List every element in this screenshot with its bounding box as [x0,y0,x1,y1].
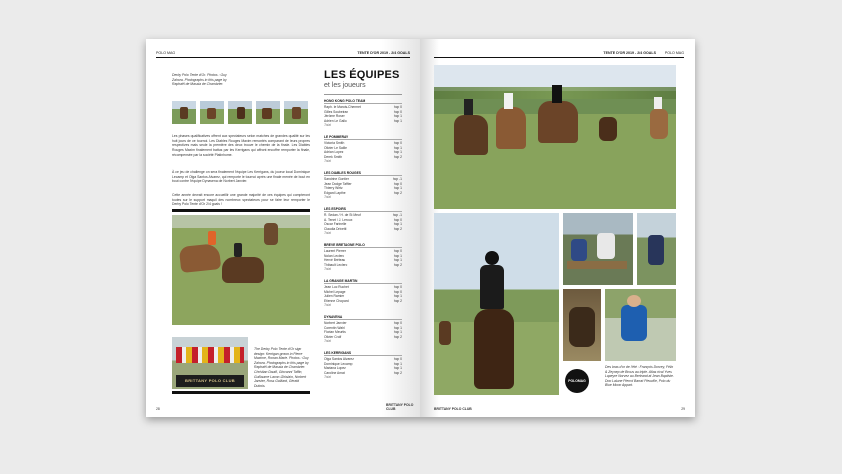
magazine-spread [146,39,695,417]
player-name: Jean Luc Ruchet [324,285,349,290]
player-name: Claudia Drivetti [324,226,347,231]
polomag-logo [565,369,589,393]
polo-match-wide-photo [434,65,676,209]
left-page-number: 28 [156,407,160,411]
player-handicap: hcp 0 [393,141,402,146]
player-name: Oscar Farinelle [324,222,347,227]
player-handicap: hcp 0 [393,109,402,114]
team-name: DYNAVENA [324,315,402,320]
thumbnail-strip [172,101,312,124]
player-handicap: hcp 1 [393,325,402,330]
player-name: Norbert Janvier [324,321,347,326]
thumbnail-1 [172,101,196,124]
team-total: Total [324,375,332,380]
team-block [324,135,402,163]
player-handicap: hcp 1 [393,222,402,227]
team-name: LES ESPOIRS [324,207,402,212]
player-handicap: hcp 0 [393,249,402,254]
right-page-header [434,49,684,58]
body-text-1: Les phases qualificatives offrent aux spectateurs selon matches de grandes qualité sur les huit jours de ce tournoi. Les Diables Rouges Maxim remontés comparant de leurs propres respectives mais seule la première des deux trouve le chemin de la finale. Les Diables Rouges Maxim finalement battus par les Kerrigans qui affront encoffre remporter la finale, récompensée par la société Platinhome. [172,134,310,157]
player-handicap: hcp 0 [393,289,402,294]
player-handicap: hcp 0 [393,357,402,362]
polo-action-photo [172,215,310,325]
player-name: Gilles Soubeiran [324,109,349,114]
thumbnail-2 [200,101,224,124]
team-block [324,207,402,235]
player-handicap: hcp 1 [393,361,402,366]
player-name: Olivier Le Saille [324,145,347,150]
team-total: Total [324,123,332,128]
player-handicap: hcp -1 [392,213,402,218]
player-handicap: hcp 2 [393,370,402,375]
player-name: A. Tenet / J. Leroux [324,217,353,222]
left-footer: BRITTANY POLO CLUB [386,403,414,411]
player-handicap: hcp 2 [393,334,402,339]
player-name: Raph. le Marois-Chermet [324,105,361,110]
player-name: Jérôme Roser [324,114,345,119]
player-name: Florian Meurtis [324,330,346,335]
player-name: Derek Smith [324,154,343,159]
player-name: Olivier Crolf [324,334,342,339]
team-total: Total [324,159,332,164]
player-handicap: hcp 0 [393,105,402,110]
player-name: Olga Santos Alvarez [324,357,354,362]
polo-player-portrait-photo [434,213,559,395]
brittany-polo-banner: BRITTANY POLO CLUB [176,375,244,387]
team-name: BREVE BRETAGNE POLO [324,243,402,248]
spectators-photo-2 [637,213,676,285]
team-name: LA GRANGE MARTIN [324,279,402,284]
player-name: Hervé Bréteau [324,258,346,263]
player-name: Adrien Le Gallo [324,118,347,123]
player-name: R. Sedan / H. de St Meuf [324,213,361,218]
teams-rule [324,94,402,95]
spectators-photo-1 [563,213,633,285]
thumbnail-3 [228,101,252,124]
player-name: Corentin Wahl [324,325,345,330]
player-handicap: hcp 1 [393,330,402,335]
player-handicap: hcp 1 [393,150,402,155]
player-name: Julien Ramier [324,294,345,299]
player-name: Sandrine Gontier [324,177,349,182]
player-handicap: hcp 0 [393,217,402,222]
right-header-right: POLO MAG [664,51,684,55]
thumbnail-5 [284,101,308,124]
left-page [146,39,420,417]
player-name: Victoria Smith [324,141,345,146]
team-name: LES KERRIGANS [324,351,402,356]
team-name: HONG KONG POLO TEAM [324,99,402,104]
team-total: Total [324,231,332,236]
team-total: Total [324,303,332,308]
player-handicap: hcp 1 [393,186,402,191]
team-total: Total [324,339,332,344]
player-name: Adrian Lopez [324,150,344,155]
team-name: LES DIABLES ROUGES [324,171,402,176]
left-page-header [156,49,410,58]
team-name: LE POMMERAY [324,135,402,140]
player-name: Laurent Pierrer [324,249,346,254]
player-name: Thibault Leclerc [324,262,348,267]
team-block [324,315,402,343]
player-name: Thierry Wirtz [324,186,343,191]
player-handicap: hcp 1 [393,366,402,371]
team-total: Total [324,267,332,272]
player-name: Mariana Lopez [324,366,346,371]
divider-bar-top [172,209,310,212]
logo-text: POLOMAG [568,379,586,383]
player-handicap: hcp 1 [393,118,402,123]
teams-title: LES ÉQUIPES [324,69,400,81]
team-block [324,99,402,127]
team-block [324,171,402,199]
player-handicap: hcp 0 [393,285,402,290]
right-header-left: TENTE D'OR 2019 - 2/4 GOALS [603,51,656,55]
player-name: Etienne Chopard [324,298,349,303]
caption-bottom: The Derby Polo Tente d'Or sign design: Kerrigan grown in Pierre Maxime, Ronan Marie. Photos : Guy Zahora. Photographs in this page by Raphaël de Massia de Chambrier. Christian Dautil, Giovanni Taffin, Guillaume Lacon-Ghislain, Norbert Janvier, Ross Galliard, Gérald Dubois. [254,347,309,388]
player-handicap: hcp 0 [393,321,402,326]
teams-subtitle: et les joueurs [324,82,366,89]
player-handicap: hcp 1 [393,253,402,258]
player-handicap: hcp -1 [392,177,402,182]
player-handicap: hcp 2 [393,154,402,159]
thumbnail-4 [256,101,280,124]
player-handicap: hcp 0 [393,181,402,186]
divider-bar-bottom [172,391,310,394]
player-name: Caroline Amat [324,370,345,375]
player-name: Nolan Leclerc [324,253,345,258]
player-handicap: hcp 2 [393,262,402,267]
team-group-photo [172,337,248,389]
player-name: Dominique Lecamp [324,361,353,366]
player-handicap: hcp 2 [393,190,402,195]
player-name: Jean Dodge Taffier [324,181,352,186]
player-handicap: hcp 1 [393,294,402,299]
body-text-3: Cette année devrait encore accueillir une grande majorité de ces équipes qui compteront toutes sur le support maquil des nombreux spectateurs pour se faire leur remporter le Derby Polo Tente d'Or 2/4 goals ! [172,193,310,207]
player-name: Edgard Lapthe [324,190,346,195]
player-handicap: hcp 2 [393,226,402,231]
right-caption: Des bras d'or de l'été : François Dorvey, Félix & Zeynep de Brous au triple. Atlas rival Yves Lapeyre Norvez au Bertrand at Jean Baptiste. Doo Lalune Pierrol Barrat Pieuville, Polo du Blue Moon Appart. [605,365,674,388]
right-page-number: 29 [681,407,685,411]
horse-detail-photo [563,289,601,361]
player-handicap: hcp 2 [393,298,402,303]
player-handicap: hcp 1 [393,114,402,119]
team-block [324,279,402,307]
caption-top: Derby Polo Tente d'Or. Photos : Guy Zahora. Photographs in this page by Raphaël de Massia de Chambrier. [172,73,227,87]
team-block [324,243,402,271]
left-header-right: TENTE D'OR 2019 - 2/4 GOALS [357,51,410,55]
team-block [324,351,402,379]
team-total: Total [324,195,332,200]
rider-detail-photo [605,289,676,361]
player-handicap: hcp 1 [393,258,402,263]
player-name: Michel Lepage [324,289,346,294]
player-handicap: hcp 1 [393,145,402,150]
right-page [420,39,695,417]
left-header-left: POLO MAG [156,51,176,55]
right-footer: BRITTANY POLO CLUB [434,407,472,411]
body-text-2: À ce jeu de challenge on sera finalement l'équipe Les Kerrigans, du joueur local Dominique Lecamp et Olga Santos Alvarez, qui remporte le tournoi après une finale menée de bout en bout contre l'équipe Dynavena de Norbert Janvier. [172,170,310,184]
